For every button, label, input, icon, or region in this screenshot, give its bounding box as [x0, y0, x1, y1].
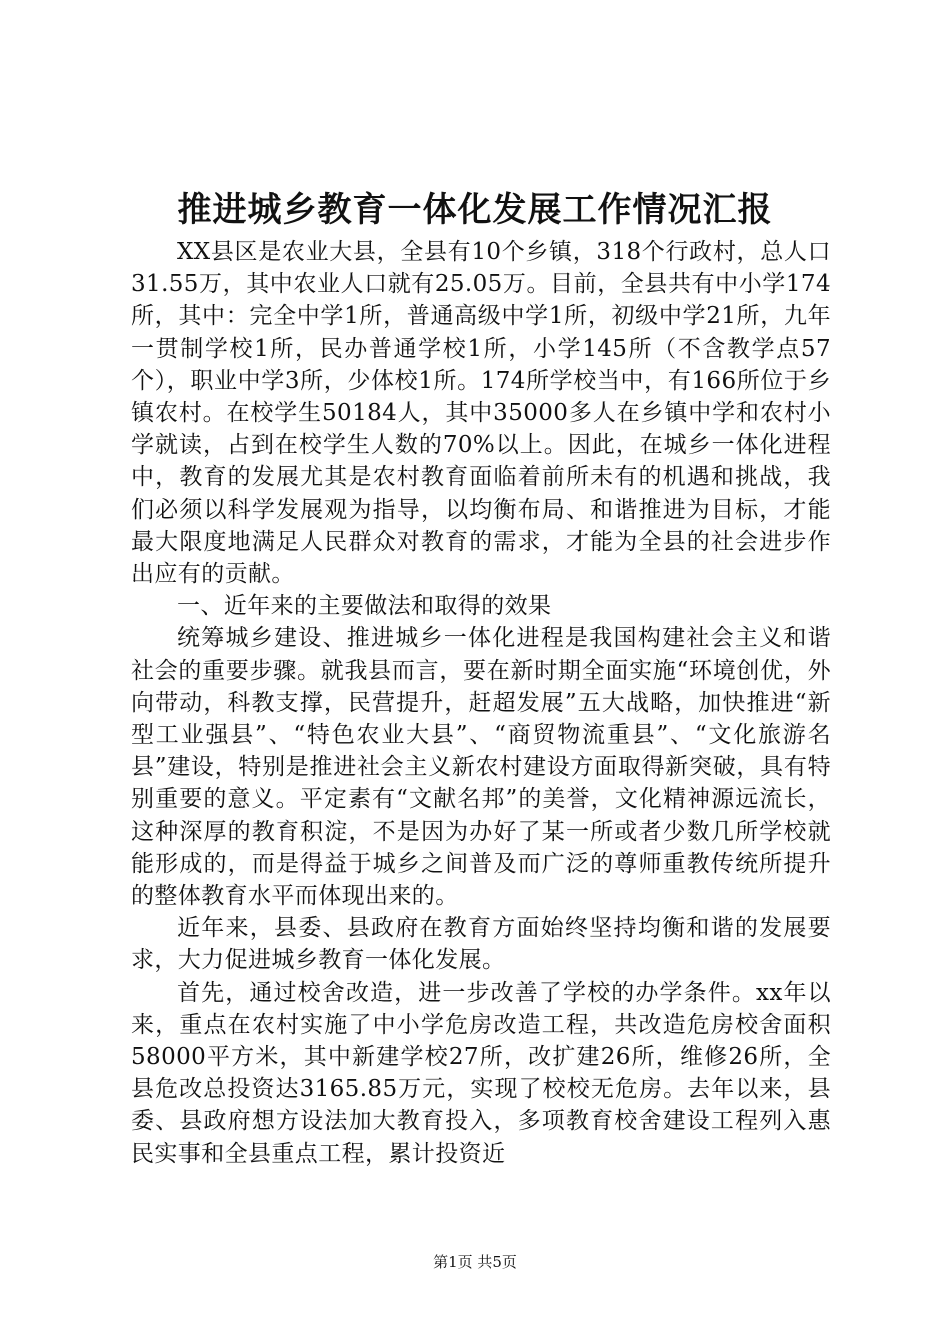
section-heading-1: 一、近年来的主要做法和取得的效果: [177, 593, 552, 620]
paragraph-overview: 统筹城乡建设、推进城乡一体化进程是我国构建社会主义和谐社会的重要步骤。就我县而言，要在新时期全面实施“环境创优，外向带动，科教支撑，民营提升，赶超发展”五大战略，加快推进“新型工业强县”、“特色农业大县”、“商贸物流重县”、“文化旅游名县”建设，特别是推进社会主义新农村建设方面取得新突破，具有特别重要的意义。平定素有“文献名邦”的美誉，文化精神源远流长，这种深厚的教育积淀，不是因为办好了某一所或者少数几所学校就能形成的，而是得益于城乡之间普及而广泛的尊师重教传统所提升的整体教育水平而体现出来的。: [131, 625, 831, 910]
paragraph-intro: XX县区是农业大县，全县有10个乡镇，318个行政村，总人口31.55万，其中农业人口就有25.05万。目前，全县共有中小学174所，其中：完全中学1所，普通高级中学1所，初级中学21所，九年一贯制学校1所，民办普通学校1所，小学145所（不含教学点57个），职业中学3所，少体校1所。174所学校当中，有166所位于乡镇农村。在校学生50184人，其中35000多人在乡镇中学和农村小学就读，占到在校学生人数的70%以上。因此，在城乡一体化进程中，教育的发展尤其是农村教育面临着前所未有的机遇和挑战，我们必须以科学发展观为指导，以均衡布局、和谐推进为目标，才能最大限度地满足人民群众对教育的需求，才能为全县的社会进步作出应有的贡献。: [131, 239, 831, 588]
paragraph-recent-years: 近年来，县委、县政府在教育方面始终坚持均衡和谐的发展要求，大力促进城乡教育一体化发展。: [131, 915, 831, 974]
page-number-footer: 第1页 共5页: [433, 1253, 517, 1271]
paragraph-first-measure: 首先，通过校舍改造，进一步改善了学校的办学条件。xx年以来，重点在农村实施了中小学危房改造工程，共改造危房校舍面积58000平方米，其中新建学校27所，改扩建26所，维修26所，全县危改总投资达3165.85万元，实现了校校无危房。去年以来，县委、县政府想方设法加大教育投入，多项教育校舍建设工程列入惠民实事和全县重点工程，累计投资近: [131, 979, 831, 1167]
document-body: [131, 236, 831, 1170]
document-title: 推进城乡教育一体化发展工作情况汇报: [177, 190, 773, 230]
